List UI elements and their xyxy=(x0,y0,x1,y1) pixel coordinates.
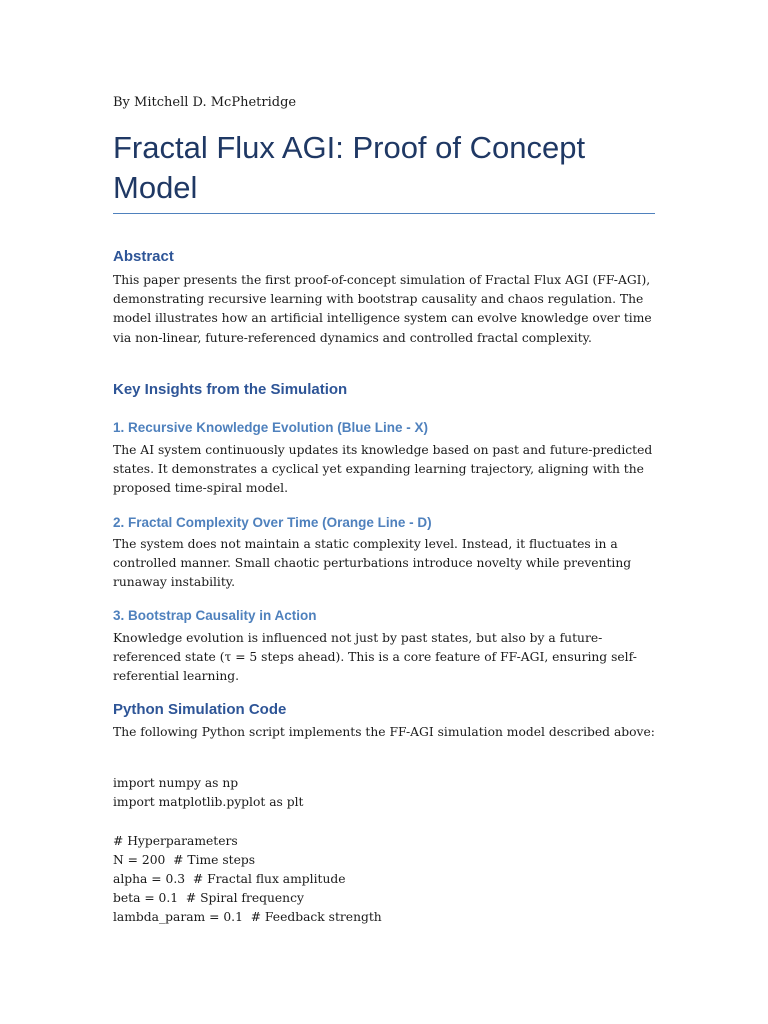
code-line: # Hyperparameters xyxy=(113,833,238,848)
code-line: lambda_param = 0.1 # Feedback strength xyxy=(113,910,382,925)
insight-3-heading: 3. Bootstrap Causality in Action xyxy=(113,608,317,623)
insight-1-text: The AI system continuously updates its knowledge based on past and future-predicted states. It demonstrates a cyclical yet expanding learning trajectory, aligning with the proposed time-spiral model. xyxy=(113,443,653,496)
code-line: beta = 0.1 # Spiral frequency xyxy=(113,891,304,906)
python-code-intro: The following Python script implements the FF-AGI simulation model described above: xyxy=(113,725,655,739)
abstract-text: This paper presents the first proof-of-concept simulation of Fractal Flux AGI (FF-AGI), demonstrating recursive learning with bootstrap causality and chaos regulation. The model illustrates how an artificial intelligence system can evolve knowledge over time via non-linear, future-referenced dynamics and controlled fractal complexity. xyxy=(113,273,652,345)
code-line: N = 200 # Time steps xyxy=(113,852,256,867)
python-code-heading: Python Simulation Code xyxy=(113,701,287,718)
python-code-block xyxy=(113,774,655,928)
insight-2-heading: 2. Fractal Complexity Over Time (Orange Line - D) xyxy=(113,515,432,530)
insight-2-text: The system does not maintain a static complexity level. Instead, it fluctuates in a controlled manner. Small chaotic perturbations introduce novelty while preventing runaway instability. xyxy=(113,537,632,590)
insight-3-text: Knowledge evolution is influenced not just by past states, but also by a future-referenced state (τ = 5 steps ahead). This is a core feature of FF-AGI, ensuring self-referential learning. xyxy=(113,631,637,684)
insight-1-heading: 1. Recursive Knowledge Evolution (Blue Line - X) xyxy=(113,420,429,435)
code-line: alpha = 0.3 # Fractal flux amplitude xyxy=(113,871,346,886)
author-byline: By Mitchell D. McPhetridge xyxy=(113,95,297,110)
code-line xyxy=(113,812,655,831)
paper-title: Fractal Flux AGI: Proof of Concept Model xyxy=(113,130,586,205)
code-line: import numpy as np xyxy=(113,776,239,790)
title-underline-rule xyxy=(113,213,655,214)
key-insights-heading: Key Insights from the Simulation xyxy=(113,381,348,398)
abstract-heading: Abstract xyxy=(113,248,174,265)
code-line: import matplotlib.pyplot as plt xyxy=(113,795,304,810)
